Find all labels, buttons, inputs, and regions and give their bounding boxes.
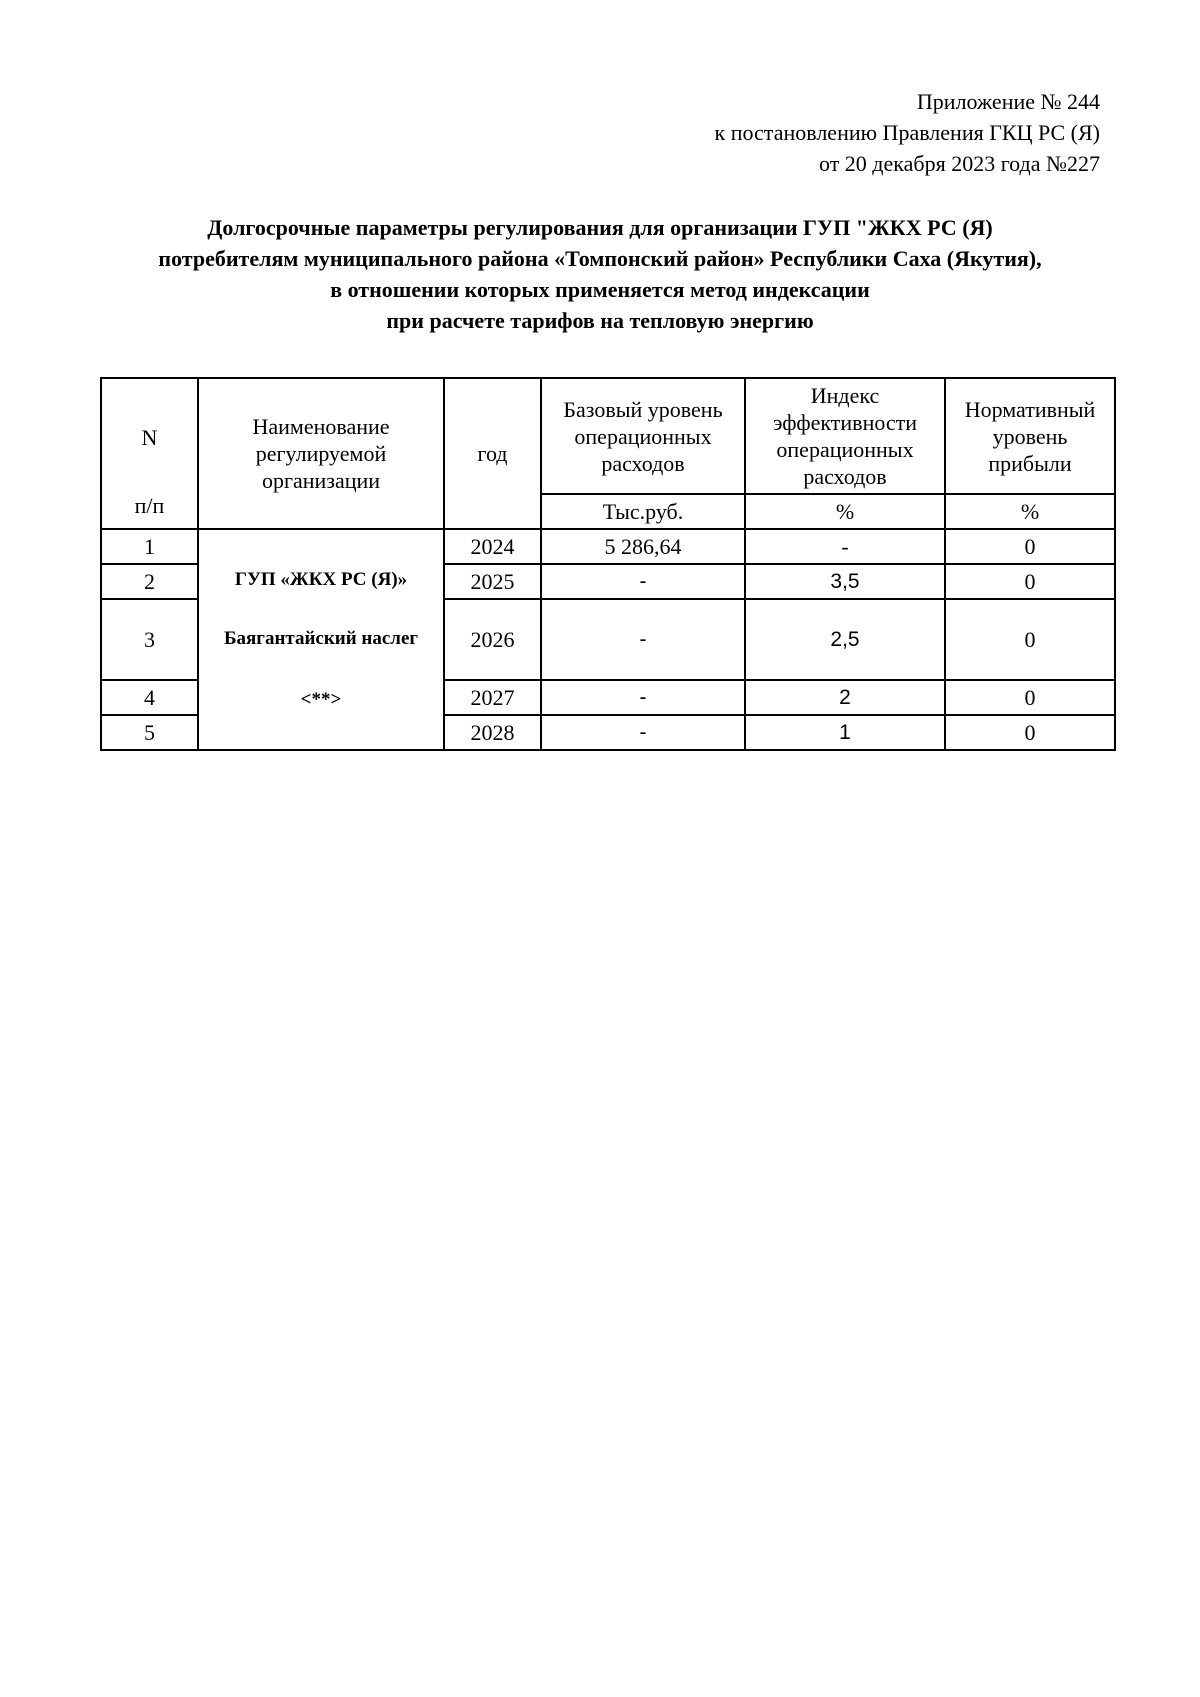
unit-base: Тыс.руб. [541,494,745,529]
row-base-level: - [541,680,745,715]
organization-settlement: Баягантайский наслег [223,628,419,649]
row-efficiency-index: - [745,529,945,564]
regulation-parameters-table [100,377,1116,751]
row-efficiency-index: 2,5 [745,599,945,680]
row-base-level: - [541,564,745,599]
row-base-level: - [541,715,745,750]
header-profit-level: Нормативный уровень прибыли [945,378,1115,494]
row-profit-level: 0 [945,715,1115,750]
header-organization-name: Наименование регулируемой организации [198,378,444,529]
row-number: 5 [101,715,198,750]
row-profit-level: 0 [945,599,1115,680]
row-efficiency-index: 2 [745,680,945,715]
table-row [101,529,1115,564]
row-year: 2025 [444,564,541,599]
row-year: 2028 [444,715,541,750]
title-line-3: в отношении которых применяется метод индексации [330,277,870,302]
unit-index: % [745,494,945,529]
appendix-header [715,86,1100,179]
row-base-level: 5 286,64 [541,529,745,564]
row-number: 3 [101,599,198,680]
title-line-2: потребителям муниципального района «Томпонский район» Республики Саха (Якутия), [158,246,1042,271]
header-base-level: Базовый уровень операционных расходов [541,378,745,494]
row-number: 2 [101,564,198,599]
row-profit-level: 0 [945,529,1115,564]
row-efficiency-index: 3,5 [745,564,945,599]
header-number-pp: п/п [134,493,165,518]
organization-footnote-mark: <**> [300,689,342,710]
row-year: 2024 [444,529,541,564]
organization-cell [198,529,444,750]
document-title [0,212,1200,336]
row-year: 2026 [444,599,541,680]
table-header-row [101,378,1115,494]
appendix-number: Приложение № 244 [916,89,1100,114]
row-base-level: - [541,599,745,680]
row-profit-level: 0 [945,564,1115,599]
header-efficiency-index: Индекс эффективности операционных расходов [745,378,945,494]
title-line-1: Долгосрочные параметры регулирования для организации ГУП "ЖКХ РС (Я) [207,215,993,240]
row-efficiency-index: 1 [745,715,945,750]
header-number-n: N [141,425,158,450]
row-profit-level: 0 [945,680,1115,715]
row-number: 4 [101,680,198,715]
row-number: 1 [101,529,198,564]
organization-name: ГУП «ЖКХ РС (Я)» [234,569,408,590]
unit-profit: % [945,494,1115,529]
header-number [101,378,198,529]
title-line-4: при расчете тарифов на тепловую энергию [386,308,814,333]
header-year: год [444,378,541,529]
appendix-resolution-ref: к постановлению Правления ГКЦ РС (Я) [714,120,1100,145]
appendix-date: от 20 декабря 2023 года №227 [818,151,1100,176]
row-year: 2027 [444,680,541,715]
